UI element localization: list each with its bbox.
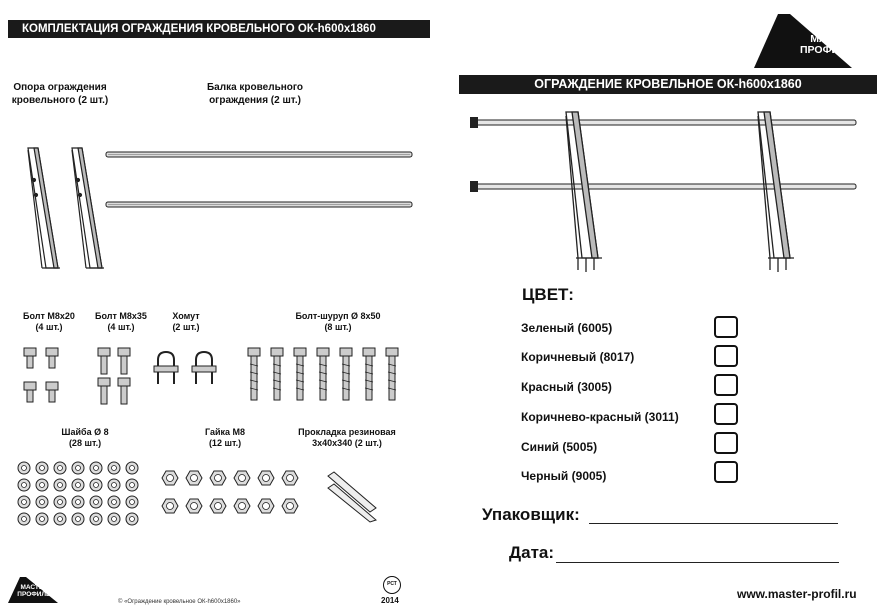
kit-title-banner [8,20,430,38]
part-label-clamp [158,311,214,333]
footer-doc-caption: © «Ограждение кровельное ОК-h600x1860» [118,599,241,605]
certification-mark-text: РСТ [387,581,397,587]
product-title: ОГРАЖДЕНИЕ КРОВЕЛЬНОЕ ОК-h600x1860 [534,77,802,91]
fence-assembly-illustration [466,108,858,278]
bolt-m8x35-illustration [94,346,144,408]
clamp-illustration [152,350,232,390]
footer-logo-line-2: ПРОФИЛЬ [17,591,51,598]
support-bracket-illustration [20,140,110,275]
packer-signature-line[interactable] [589,523,838,524]
part-qty-bolt-m8x35: (4 шт.) [107,322,135,332]
color-option-black: Черный (9005) [521,469,607,483]
part-name-bolt-m8x35: Болт М8х35 [95,311,147,321]
part-qty-beam: ограждения (2 шт.) [209,95,301,106]
part-qty-screw-bolt: (8 шт.) [324,322,352,332]
part-label-support [10,81,110,107]
part-name-clamp: Хомут [172,311,200,321]
color-option-red: Красный (3005) [521,380,612,394]
color-option-brown-red: Коричнево-красный (3011) [521,410,679,424]
color-checkbox-green[interactable] [714,316,738,338]
part-name-bolt-m8x20: Болт М8х20 [23,311,75,321]
part-name-gasket: Прокладка резиновая [298,427,396,437]
logo-line-2: ПРОФИЛЬ [799,44,854,56]
part-qty-gasket: 3х40х340 (2 шт.) [312,438,382,448]
washer-illustration [16,460,148,528]
part-label-gasket [288,427,406,449]
color-checkbox-brown-red[interactable] [714,403,738,425]
color-checkbox-blue[interactable] [714,432,738,454]
part-qty-nut: (12 шт.) [208,438,242,448]
color-option-brown: Коричневый (8017) [521,350,635,364]
footer-logo-text [12,584,56,598]
part-label-bolt-m8x20 [14,311,84,333]
part-label-bolt-m8x35 [86,311,156,333]
part-label-nut [190,427,260,449]
color-option-green: Зеленый (6005) [521,321,613,335]
part-qty-bolt-m8x20: (4 шт.) [35,322,63,332]
color-option-blue: Синий (5005) [521,440,598,454]
date-signature-line[interactable] [556,562,839,563]
kit-title: КОМПЛЕКТАЦИЯ ОГРАЖДЕНИЯ КРОВЕЛЬНОГО ОК-h600x1860 [22,23,376,35]
part-label-screw-bolt [276,311,400,333]
bolt-m8x20-illustration [20,346,70,406]
part-label-washer [40,427,130,449]
beam-illustration [104,150,416,210]
screw-bolt-illustration [244,346,414,406]
part-qty-clamp: (2 шт.) [172,322,200,332]
product-title-banner [459,75,877,94]
footer-logo-line-1: МАСТЕР [20,584,48,591]
logo-line-1: МАСТЕР [810,33,854,45]
nut-illustration [158,466,308,522]
packer-label: Упаковщик: [482,505,580,524]
part-name-support: Опора ограждения [13,82,107,93]
color-checkbox-brown[interactable] [714,345,738,367]
part-name-beam: Балка кровельного [206,82,304,93]
part-label-beam [200,81,310,107]
gasket-illustration [326,470,382,522]
part-name-screw-bolt: Болт-шуруп Ø 8х50 [295,311,381,321]
logo-text [776,34,854,56]
certification-year: 2014 [381,596,399,605]
part-qty-support: кровельного (2 шт.) [11,95,109,106]
date-label: Дата: [509,543,555,562]
color-checkbox-red[interactable] [714,374,738,396]
color-heading: ЦВЕТ: [522,285,574,304]
color-checkbox-black[interactable] [714,461,738,483]
part-name-washer: Шайба Ø 8 [61,427,109,437]
certification-mark-icon [383,576,401,594]
footer-website-link[interactable]: www.master-profil.ru [737,587,857,601]
part-name-nut: Гайка М8 [204,427,246,437]
part-qty-washer: (28 шт.) [68,438,102,448]
